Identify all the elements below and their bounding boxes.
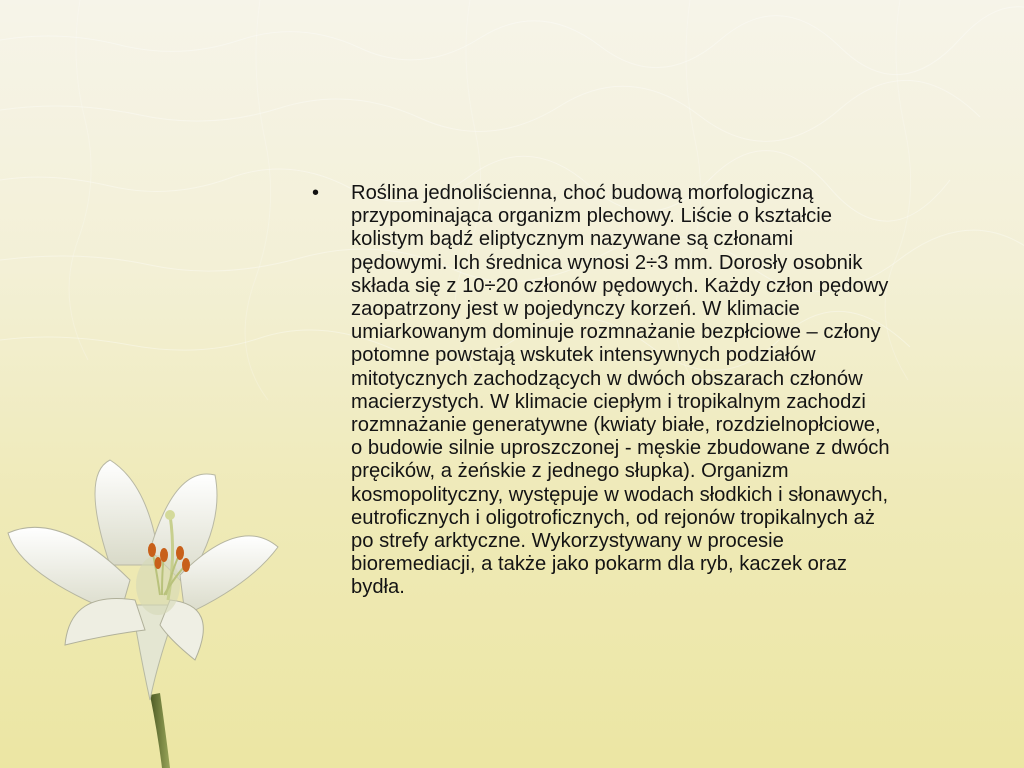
- bullet-item: [312, 182, 1012, 600]
- bullet-text: Roślina jednoliścienna, choć budową morfologiczną przypominająca organizm plechowy. Liście o kształcie kolistym bądź eliptycznym nazywane są członami pędowymi. Ich średnica wynosi 2÷3 mm. Dorosły osobnik składa się z 10÷20 członów pędowych. Każdy człon pędowy zaopatrzony jest w pojedynczy korzeń. W klimacie umiarkowanym dominuje rozmnażanie bezpłciowe – człony potomne powstają wskutek intensywnych podziałów mitotycznych zachodzących w dwóch obszarach członów macierzystych. W klimacie ciepłym i tropikalnym zachodzi rozmnażanie generatywne (kwiaty białe, rozdzielnopłciowe, o budowie silnie uproszczonej - męskie zbudowane z dwóch pręcików, a żeńskie z jednego słupka). Organizm kosmopolityczny, występuje w wodach słodkich i słonawych, eutroficznych i oligotroficznych, od rejonów tropikalnych aż po strefy arktyczne. Wykorzystywany w procesie bioremediacji, a także jako pokarm dla ryb, kaczek oraz bydła.: [351, 182, 890, 599]
- bullet-marker: •: [312, 182, 320, 204]
- slide-content: [312, 182, 1012, 600]
- lily-flower-icon: [0, 455, 290, 768]
